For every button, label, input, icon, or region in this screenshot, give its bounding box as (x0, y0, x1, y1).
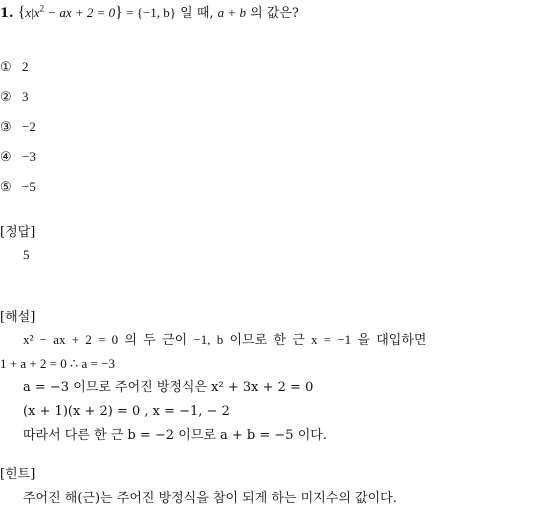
explanation-line-1-text: x² − ax + 2 = 0 의 두 근이 −1, b 이므로 한 근 x = −1 을 대입하면 (23, 332, 427, 347)
answer-value: 5 (23, 247, 30, 262)
set-bar: | (31, 5, 34, 20)
set-rhs: = {−1, b} (122, 5, 177, 20)
question-a-plus-b: a + b (217, 5, 246, 20)
choice-4[interactable] (0, 149, 36, 166)
answer-label: [정답] (0, 225, 36, 240)
choice-4-value: −3 (22, 149, 36, 164)
equation-x: x (33, 5, 40, 20)
question-number: 1. (0, 6, 14, 21)
choice-3[interactable] (0, 119, 36, 136)
question-text-2: 의 값은? (245, 6, 299, 21)
choice-3-value: −2 (22, 119, 36, 134)
choice-3-mark: ③ (0, 120, 12, 135)
explanation-line-5: 따라서 다른 한 근 b = −2 이므로 a + b = −5 이다. (23, 428, 327, 443)
choice-1-value: 2 (22, 59, 29, 74)
choice-1-mark: ① (0, 60, 12, 75)
choice-5[interactable] (0, 179, 36, 196)
choice-1[interactable] (0, 59, 29, 76)
explanation-line-1 (23, 332, 426, 348)
explanation-line-2: 1 + a + 2 = 0 ∴ a = −3 (0, 356, 115, 371)
set-close-brace: } (115, 4, 123, 21)
explanation-label: [해설] (0, 310, 36, 325)
choice-2-value: 3 (22, 89, 29, 104)
choice-4-mark: ④ (0, 150, 12, 165)
explanation-line-3: a = −3 이므로 주어진 방정식은 x² + 3x + 2 = 0 (23, 380, 314, 395)
choice-5-mark: ⑤ (0, 180, 12, 195)
question-line: 1. {$x|x^2$ − ax + 2 = 0} = {−1, b} 일 때, a + b 의 값은? (0, 3, 299, 21)
equation-rest: − ax + 2 = 0 (44, 5, 116, 20)
set-variable: x (25, 5, 32, 20)
explanation-line-4: (x + 1)(x + 2) = 0 , x = −1, − 2 (23, 404, 230, 419)
hint-text: 주어진 해(근)는 주어진 방정식을 참이 되게 하는 미지수의 값이다. (23, 491, 397, 506)
hint-label: [힌트] (0, 467, 36, 482)
question-text-1: 일 때, (176, 6, 218, 21)
choice-2[interactable] (0, 89, 29, 106)
set-open-brace: { (17, 4, 26, 21)
choice-5-value: −5 (22, 179, 36, 194)
choice-2-mark: ② (0, 90, 12, 105)
